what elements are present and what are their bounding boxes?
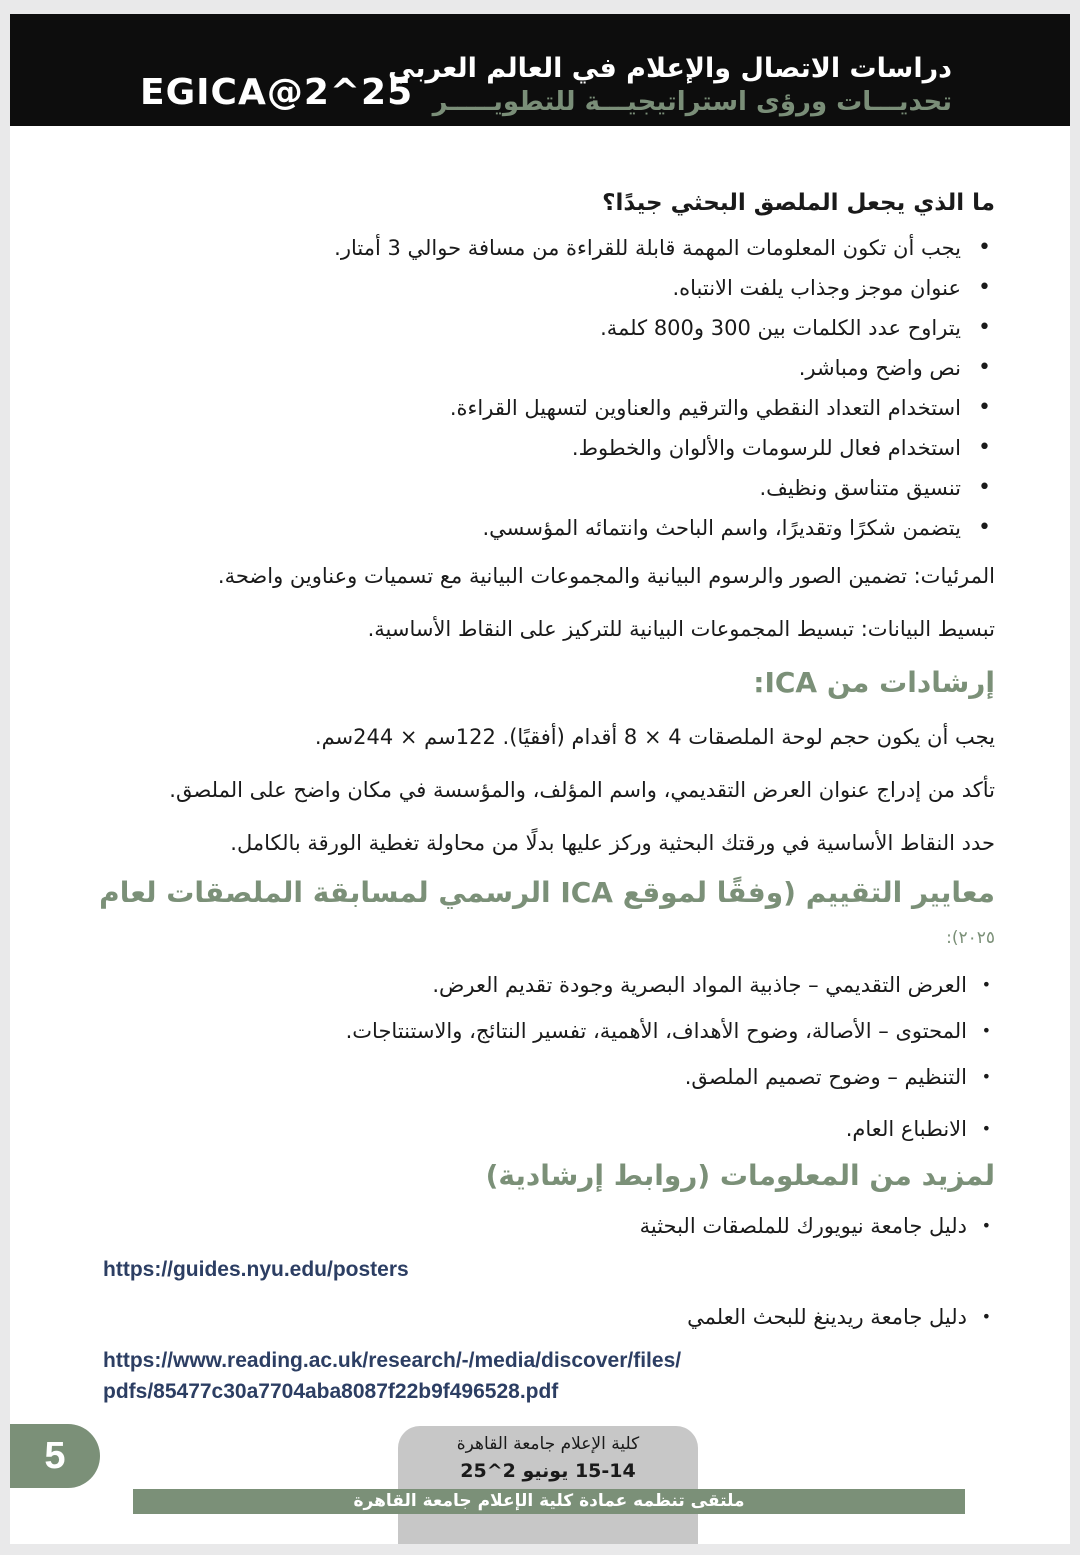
list-item: • الانطباع العام. [70,1111,995,1151]
reading-link-line-1: https://www.reading.ac.uk/research/-/media/discover/files/ [103,1349,682,1372]
list-item: • التنظيم – وضوح تصميم الملصق. [70,1059,995,1111]
egica-logo: EGICA@2^25 [140,72,414,113]
footer-band: ملتقى تنظمه عمادة كلية الإعلام جامعة القاهرة [133,1489,965,1514]
question-heading: ما الذي يجعل الملصق البحثي جيدًا؟ [602,190,995,216]
ica-paragraph-focus: حدد النقاط الأساسية في ورقتك البحثية وركز عليها بدلًا من محاولة تغطية الورقة بالكامل. [230,831,995,855]
list-item: • يجب أن تكون المعلومات المهمة قابلة للقراءة من مسافة حوالي 3 أمتار. [70,228,995,268]
list-item: • المحتوى – الأصالة، وضوح الأهداف، الأهمية، تفسير النتائج، والاستنتاجات. [70,1013,995,1059]
criteria-heading: معايير التقييم (وفقًا لموقع ICA الرسمي لمسابقة الملصقات لعام [99,876,995,909]
good-poster-list-wrap [70,228,995,548]
list-item: • استخدام التعداد النقطي والترقيم والعناوين لتسهيل القراءة. [70,388,995,428]
footer-tab [398,1426,698,1544]
criteria-list [70,967,995,1151]
document-page [10,14,1070,1544]
footer-date: 15-14 يونيو 2^25 [460,1460,636,1482]
list-item: • يتضمن شكرًا وتقديرًا، واسم الباحث وانتمائه المؤسسي. [70,508,995,548]
list-item: • دليل جامعة نيويورك للملصقات البحثية [70,1208,995,1244]
list-item: • دليل جامعة ريدينغ للبحث العلمي [70,1299,995,1335]
page-number-badge: 5 [10,1424,100,1488]
nyu-item-wrap [70,1208,995,1244]
list-item: • العرض التقديمي – جاذبية المواد البصرية وجودة تقديم العرض. [70,967,995,1013]
reading-link[interactable] [103,1345,681,1407]
list-item: • عنوان موجز وجذاب يلفت الانتباه. [70,268,995,308]
footer-faculty: كلية الإعلام جامعة القاهرة [456,1434,640,1454]
page-header [10,14,1070,126]
data-simplify-paragraph: تبسيط البيانات: تبسيط المجموعات البيانية للتركيز على النقاط الأساسية. [367,617,995,641]
list-item: • نص واضح ومباشر. [70,348,995,388]
visuals-paragraph: المرئيات: تضمين الصور والرسوم البيانية والمجموعات البيانية مع تسميات وعناوين واضحة. [217,564,995,588]
list-item: • استخدام فعال للرسومات والألوان والخطوط. [70,428,995,468]
list-item: • تنسيق متناسق ونظيف. [70,468,995,508]
criteria-year: ٢٠٢٥): [946,928,995,948]
header-title: دراسات الاتصال والإعلام في العالم العربي [388,53,952,84]
ica-guidelines-heading: إرشادات من ICA: [753,666,995,699]
reading-list [70,1299,995,1335]
ica-paragraph-title: تأكد من إدراج عنوان العرض التقديمي، واسم المؤلف، والمؤسسة في مكان واضح على الملصق. [169,778,995,802]
reading-link-line-2: pdfs/85477c30a7704aba8087f22b9f496528.pdf [103,1380,559,1403]
nyu-list [70,1208,995,1244]
ica-paragraph-size: يجب أن يكون حجم لوحة الملصقات 4 × 8 أقدام (أفقيًا). 122سم × 244سم. [314,725,995,749]
criteria-list-wrap [70,967,995,1151]
reading-item-wrap [70,1299,995,1335]
more-info-heading: لمزيد من المعلومات (روابط إرشادية) [485,1159,995,1192]
header-subtitle: تحديـــات ورؤى استراتيجيـــة للتطويـــــر [432,87,952,117]
good-poster-list [70,228,995,548]
list-item: • يتراوح عدد الكلمات بين 300 و800 كلمة. [70,308,995,348]
nyu-link[interactable]: https://guides.nyu.edu/posters [103,1258,409,1281]
